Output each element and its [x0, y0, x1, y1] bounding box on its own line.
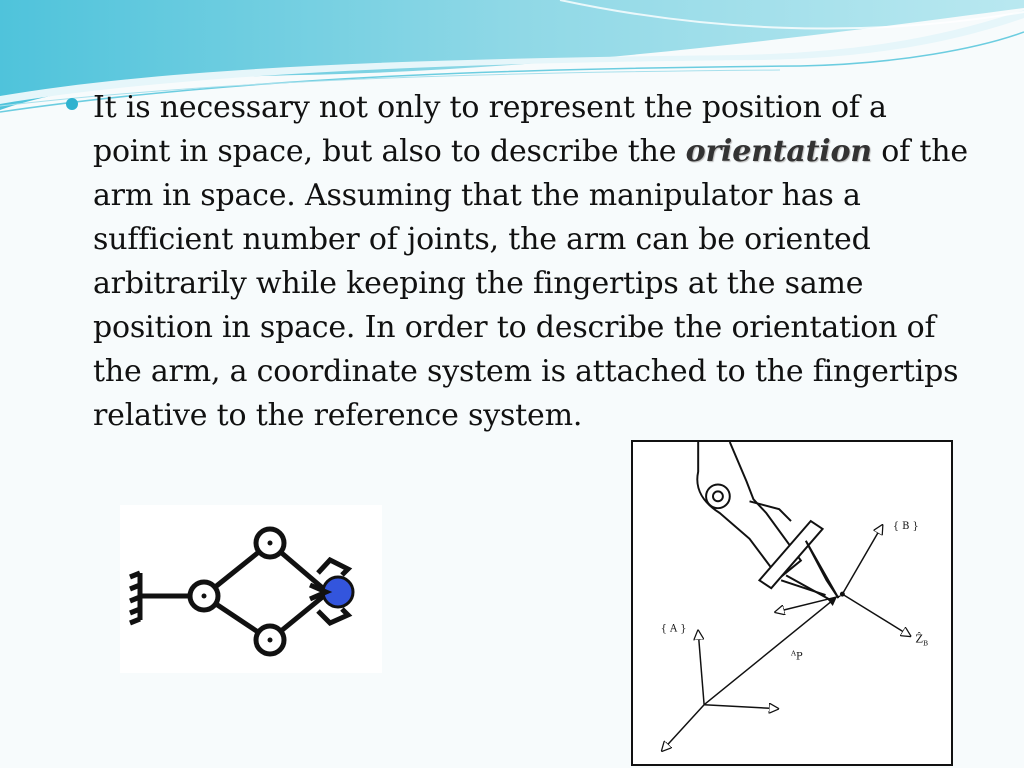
- ground-hatch-icon: [130, 573, 140, 623]
- linkage-figure: [120, 505, 382, 673]
- frame-b-label: { B }: [892, 520, 919, 532]
- bullet-paragraph: [66, 86, 966, 438]
- robot-arm-icon: [697, 442, 838, 600]
- text-before: It is necessary not only to represent the position of a point in space, but also to describe the: [93, 90, 887, 169]
- joint-bottom: [256, 626, 284, 654]
- bullet-icon: [66, 98, 78, 110]
- emphasis-word: orientation: [685, 134, 872, 169]
- body-text: [93, 86, 973, 438]
- frame-a-label: { A }: [660, 623, 687, 635]
- joint-base: [190, 582, 218, 610]
- zb-axis-label: Ẑ$_B$: [915, 632, 929, 648]
- joint-top: [256, 529, 284, 557]
- frame-diagram-figure: [631, 440, 953, 766]
- text-after: of the arm in space. Assuming that the manipulator has a sufficient number of joints, the arm can be oriented arbitrarily while keeping the fingertips at the same position in space. In order to describe the orientation of the arm, a coordinate system is attached to the fingertips relative to the reference system.: [93, 134, 968, 433]
- gripper-icon: [310, 560, 353, 623]
- ap-vector-label: $^A$P: [791, 649, 803, 663]
